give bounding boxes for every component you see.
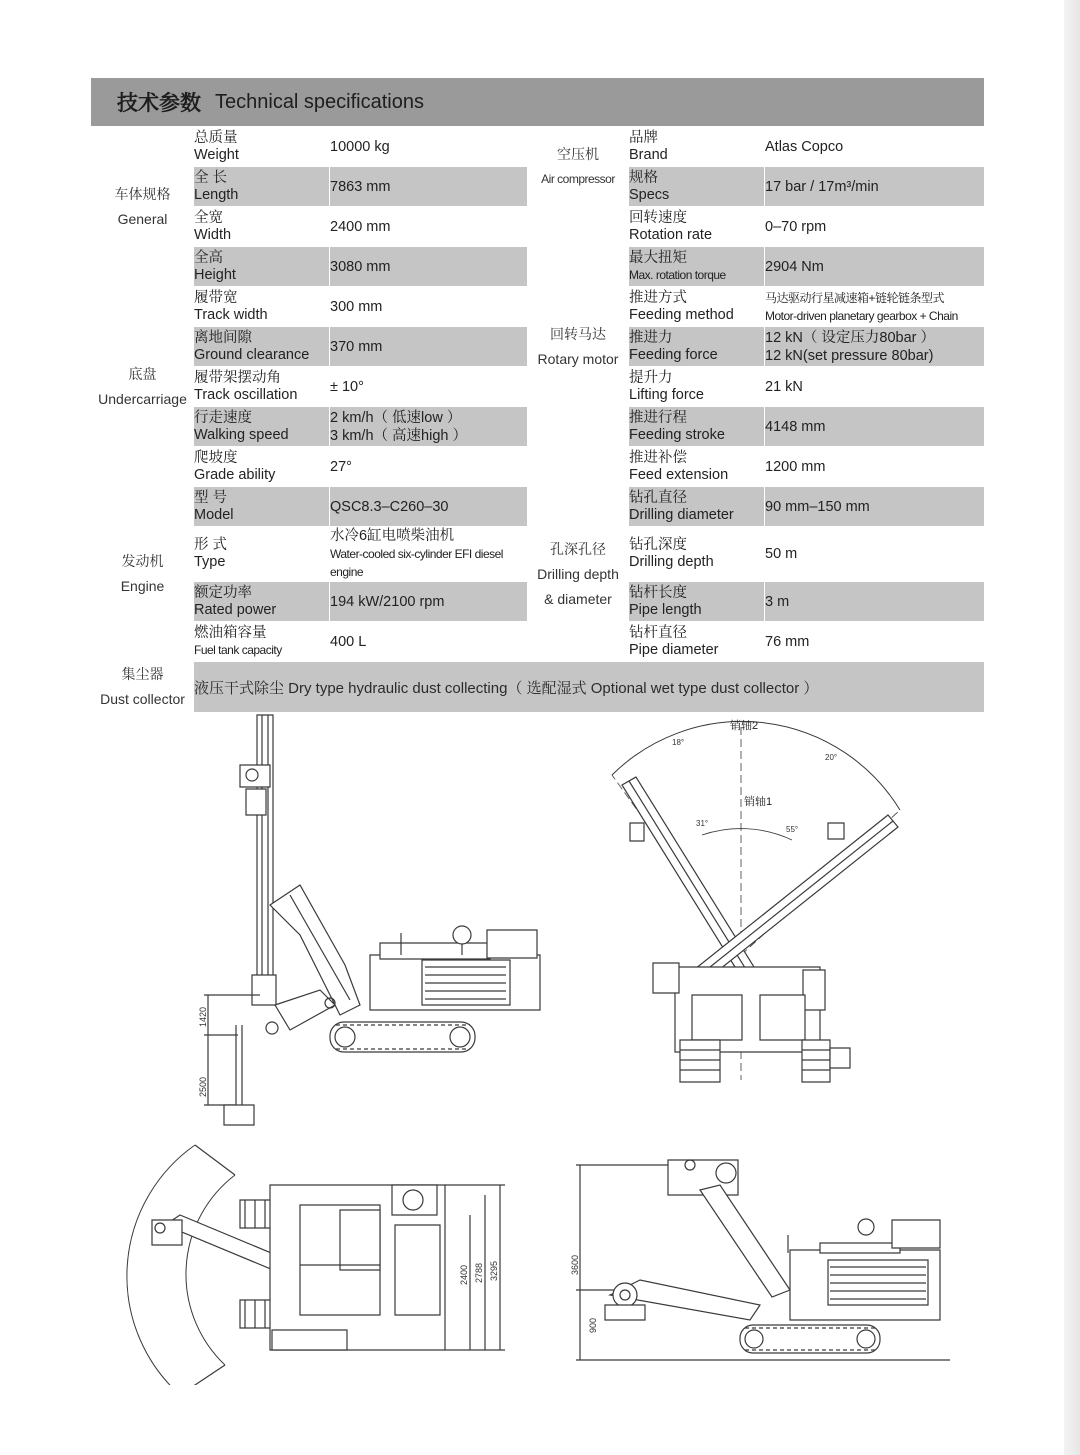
right-spec-label-cn: 钻杆长度 bbox=[629, 584, 687, 601]
angle-20: 20° bbox=[825, 753, 838, 762]
left-spec-label-cn: 全高 bbox=[194, 249, 223, 266]
right-spec-label-en: Drilling diameter bbox=[629, 506, 734, 523]
right-spec-label-en: Feed extension bbox=[629, 466, 729, 483]
right-spec-value-2: Motor-driven planetary gearbox + Chain bbox=[765, 308, 958, 323]
group-drilling-en2: & diameter bbox=[544, 590, 612, 607]
left-spec-label-en: Ground clearance bbox=[194, 346, 310, 363]
dim-2400: 2400 bbox=[459, 1264, 469, 1285]
right-spec-value-1: 17 bar / 17m³/min bbox=[765, 178, 879, 195]
machine-drawings bbox=[0, 705, 1064, 1385]
dim-900: 900 bbox=[588, 1317, 598, 1333]
left-spec-value bbox=[330, 447, 528, 487]
left-spec-label bbox=[194, 127, 330, 167]
right-spec-value-1: 2904 Nm bbox=[765, 258, 824, 275]
left-spec-value bbox=[330, 407, 528, 447]
right-spec-label-en: Feeding method bbox=[629, 306, 734, 323]
right-spec-value bbox=[765, 247, 985, 287]
right-spec-value bbox=[765, 367, 985, 407]
left-spec-label-cn: 总质量 bbox=[194, 129, 238, 146]
left-spec-value bbox=[330, 487, 528, 527]
right-spec-value bbox=[765, 327, 985, 367]
right-spec-label-en: Lifting force bbox=[629, 386, 704, 403]
right-spec-label-cn: 最大扭矩 bbox=[629, 249, 687, 266]
right-spec-label-en: Rotation rate bbox=[629, 226, 713, 243]
left-spec-label-en: Grade ability bbox=[194, 466, 276, 483]
left-spec-label bbox=[194, 167, 330, 207]
left-spec-label-cn: 形 式 bbox=[194, 537, 228, 553]
right-spec-value-1: 4148 mm bbox=[765, 418, 826, 435]
right-spec-value bbox=[765, 207, 985, 247]
spec-row bbox=[92, 487, 985, 527]
left-spec-label-en: Height bbox=[194, 266, 236, 283]
right-spec-label bbox=[629, 247, 765, 287]
left-spec-value-1: 10000 kg bbox=[330, 138, 390, 155]
right-spec-value-1: 马达驱动行星减速箱+链轮链条型式 bbox=[765, 290, 945, 305]
left-spec-label-en: Track width bbox=[194, 306, 268, 323]
spec-title-bar bbox=[91, 78, 984, 126]
group-drilling-cn: 孔深孔径 bbox=[550, 540, 606, 557]
group-rotary bbox=[528, 207, 629, 487]
left-spec-label-en: Type bbox=[194, 554, 226, 570]
left-spec-label bbox=[194, 367, 330, 407]
left-spec-label bbox=[194, 447, 330, 487]
left-spec-value-1: 水冷6缸电喷柴油机 bbox=[330, 528, 455, 544]
left-spec-value bbox=[330, 127, 528, 167]
right-spec-value-1: Atlas Copco bbox=[765, 138, 844, 155]
right-spec-label bbox=[629, 287, 765, 327]
group-engine-cn: 发动机 bbox=[121, 553, 164, 569]
right-spec-value-1: 12 kN（ 设定压力80bar ） bbox=[765, 329, 936, 346]
group-rotary-cn: 回转马达 bbox=[550, 325, 606, 342]
left-spec-label bbox=[194, 207, 330, 247]
dim-2500: 2500 bbox=[198, 1076, 208, 1097]
left-spec-label-en: Walking speed bbox=[194, 426, 289, 443]
group-undercarriage-en: Undercarriage bbox=[98, 390, 187, 407]
left-spec-value-2: Water-cooled six-cylinder EFI diesel engine bbox=[330, 547, 503, 579]
right-spec-value bbox=[765, 622, 985, 662]
right-spec-label-cn: 钻杆直径 bbox=[629, 624, 687, 641]
group-undercarriage-cn: 底盘 bbox=[128, 365, 157, 382]
left-spec-value-1: ± 10° bbox=[330, 378, 364, 395]
right-spec-label-cn: 回转速度 bbox=[629, 209, 687, 226]
right-spec-label-en: Feeding stroke bbox=[629, 426, 725, 443]
right-spec-label bbox=[629, 447, 765, 487]
dim-1420: 1420 bbox=[198, 1006, 208, 1027]
page-edge-strip bbox=[1064, 0, 1080, 1455]
dim-3295: 3295 bbox=[489, 1260, 499, 1281]
group-general-en: General bbox=[117, 210, 168, 227]
left-spec-label-en: Fuel tank capacity bbox=[194, 642, 282, 657]
group-engine-en: Engine bbox=[120, 578, 165, 594]
left-spec-value-1: 7863 mm bbox=[330, 178, 391, 195]
right-spec-label-cn: 推进力 bbox=[629, 329, 673, 346]
left-spec-label bbox=[194, 527, 330, 582]
left-spec-value-1: 3080 mm bbox=[330, 258, 391, 275]
left-spec-value bbox=[330, 527, 528, 582]
right-spec-value-1: 50 m bbox=[765, 546, 798, 562]
group-general bbox=[92, 127, 194, 287]
left-spec-label-en: Length bbox=[194, 186, 239, 203]
left-spec-label-en: Model bbox=[194, 506, 234, 523]
left-spec-value-1: 2400 mm bbox=[330, 218, 391, 235]
left-spec-value-1: 400 L bbox=[330, 633, 367, 650]
right-spec-value-1: 21 kN bbox=[765, 378, 803, 395]
spec-table bbox=[91, 78, 984, 713]
right-spec-label-en: Max. rotation torque bbox=[629, 267, 726, 282]
left-spec-label bbox=[194, 622, 330, 662]
left-spec-label bbox=[194, 407, 330, 447]
left-spec-label bbox=[194, 327, 330, 367]
left-spec-label-cn: 履带宽 bbox=[194, 289, 238, 306]
left-spec-value-1: QSC8.3–C260–30 bbox=[330, 498, 449, 515]
right-spec-label-en: Pipe diameter bbox=[629, 641, 719, 658]
right-spec-label-cn: 规格 bbox=[629, 169, 658, 186]
left-spec-value bbox=[330, 167, 528, 207]
group-engine bbox=[92, 487, 194, 662]
left-spec-label bbox=[194, 287, 330, 327]
right-spec-label-en: Specs bbox=[629, 186, 670, 203]
left-spec-label-cn: 离地间隙 bbox=[194, 329, 252, 346]
left-spec-label-cn: 全 长 bbox=[194, 169, 228, 186]
right-spec-label bbox=[629, 487, 765, 527]
group-air-en: Air compressor bbox=[541, 171, 615, 186]
group-rotary-en: Rotary motor bbox=[537, 350, 619, 367]
right-spec-label-en: Drilling depth bbox=[629, 554, 714, 570]
group-general-cn: 车体规格 bbox=[114, 185, 171, 202]
spec-grid bbox=[91, 126, 985, 713]
right-spec-value bbox=[765, 407, 985, 447]
side-view-drawing bbox=[198, 715, 540, 1125]
left-spec-value bbox=[330, 287, 528, 327]
right-spec-label bbox=[629, 582, 765, 622]
angle-55: 55° bbox=[786, 825, 799, 834]
left-spec-label-cn: 履带架摆动角 bbox=[194, 369, 281, 386]
dim-2788: 2788 bbox=[474, 1262, 484, 1283]
right-spec-label bbox=[629, 622, 765, 662]
left-spec-value-1: 2 km/h（ 低速low ） bbox=[330, 409, 462, 426]
right-spec-label-cn: 推进补偿 bbox=[629, 449, 687, 466]
left-spec-label bbox=[194, 247, 330, 287]
left-spec-value-1: 27° bbox=[330, 458, 352, 475]
right-spec-label bbox=[629, 207, 765, 247]
right-spec-label-en: Pipe length bbox=[629, 601, 702, 618]
group-air-cn: 空压机 bbox=[557, 145, 599, 162]
left-spec-value-1: 194 kW/2100 rpm bbox=[330, 593, 445, 610]
left-spec-value bbox=[330, 247, 528, 287]
left-spec-label-cn: 全宽 bbox=[194, 209, 223, 226]
right-spec-label-cn: 提升力 bbox=[629, 369, 673, 386]
right-spec-value-1: 3 m bbox=[765, 593, 790, 610]
spec-title-cn: 技术参数 bbox=[117, 92, 201, 115]
right-spec-value bbox=[765, 527, 985, 582]
left-spec-value bbox=[330, 582, 528, 622]
right-spec-value bbox=[765, 447, 985, 487]
right-spec-label-cn: 品牌 bbox=[629, 129, 658, 146]
right-spec-label-cn: 钻孔直径 bbox=[629, 489, 687, 506]
left-spec-label-en: Weight bbox=[194, 146, 239, 163]
left-spec-label bbox=[194, 582, 330, 622]
right-spec-value-1: 90 mm–150 mm bbox=[765, 498, 870, 515]
right-spec-value bbox=[765, 582, 985, 622]
right-spec-label bbox=[629, 327, 765, 367]
right-spec-label-en: Brand bbox=[629, 146, 668, 163]
right-spec-label bbox=[629, 167, 765, 207]
dust-collector-value: 液压干式除尘 Dry type hydraulic dust collecting（ 选配湿式 Optional wet type dust collector ） bbox=[194, 662, 985, 713]
left-spec-label-cn: 燃油箱容量 bbox=[194, 624, 267, 641]
spec-row bbox=[92, 127, 985, 167]
right-spec-value bbox=[765, 487, 985, 527]
right-spec-value-1: 0–70 rpm bbox=[765, 218, 827, 235]
right-spec-label bbox=[629, 527, 765, 582]
left-spec-label-en: Rated power bbox=[194, 601, 277, 618]
right-spec-label bbox=[629, 127, 765, 167]
left-spec-value bbox=[330, 367, 528, 407]
left-spec-value-2: 3 km/h（ 高速high ） bbox=[330, 427, 467, 444]
travel-view-drawing bbox=[570, 1160, 950, 1360]
pin2-label: 销轴2 bbox=[730, 720, 759, 732]
angle-18: 18° bbox=[672, 738, 685, 747]
spec-row bbox=[92, 207, 985, 247]
front-view-drawing bbox=[612, 718, 900, 1082]
right-spec-label bbox=[629, 407, 765, 447]
left-spec-label-en: Width bbox=[194, 226, 232, 243]
right-spec-label-cn: 推进方式 bbox=[629, 289, 687, 306]
dim-3600: 3600 bbox=[570, 1254, 580, 1275]
left-spec-label-en: Track oscillation bbox=[194, 386, 298, 403]
group-undercarriage bbox=[92, 287, 194, 487]
left-spec-value bbox=[330, 207, 528, 247]
group-dust-cn: 集尘器 bbox=[121, 666, 164, 682]
right-spec-label-en: Feeding force bbox=[629, 346, 718, 363]
left-spec-label bbox=[194, 487, 330, 527]
left-spec-value-1: 300 mm bbox=[330, 298, 383, 315]
left-spec-value-1: 370 mm bbox=[330, 338, 383, 355]
left-spec-value bbox=[330, 622, 528, 662]
left-spec-label-cn: 爬坡度 bbox=[194, 449, 238, 466]
left-spec-label-cn: 型 号 bbox=[194, 489, 228, 506]
top-view-drawing bbox=[127, 1145, 505, 1385]
left-spec-label-cn: 额定功率 bbox=[194, 584, 252, 601]
group-drilling-en1: Drilling depth bbox=[537, 565, 619, 582]
right-spec-value bbox=[765, 167, 985, 207]
pin1-label: 销轴1 bbox=[744, 796, 773, 808]
left-spec-value bbox=[330, 327, 528, 367]
right-spec-value-1: 76 mm bbox=[765, 633, 810, 650]
left-spec-label-cn: 行走速度 bbox=[194, 409, 252, 426]
right-spec-label-cn: 钻孔深度 bbox=[629, 537, 687, 553]
right-spec-value bbox=[765, 127, 985, 167]
right-spec-label bbox=[629, 367, 765, 407]
spec-title-en: Technical specifications bbox=[215, 90, 424, 113]
right-spec-value-2: 12 kN(set pressure 80bar) bbox=[765, 347, 934, 364]
group-dust-en: Dust collector bbox=[100, 691, 185, 707]
right-spec-label-cn: 推进行程 bbox=[629, 409, 687, 426]
group-air bbox=[528, 127, 629, 207]
right-spec-value bbox=[765, 287, 985, 327]
group-drilling bbox=[528, 487, 629, 662]
angle-31: 31° bbox=[696, 819, 709, 828]
right-spec-value-1: 1200 mm bbox=[765, 458, 826, 475]
